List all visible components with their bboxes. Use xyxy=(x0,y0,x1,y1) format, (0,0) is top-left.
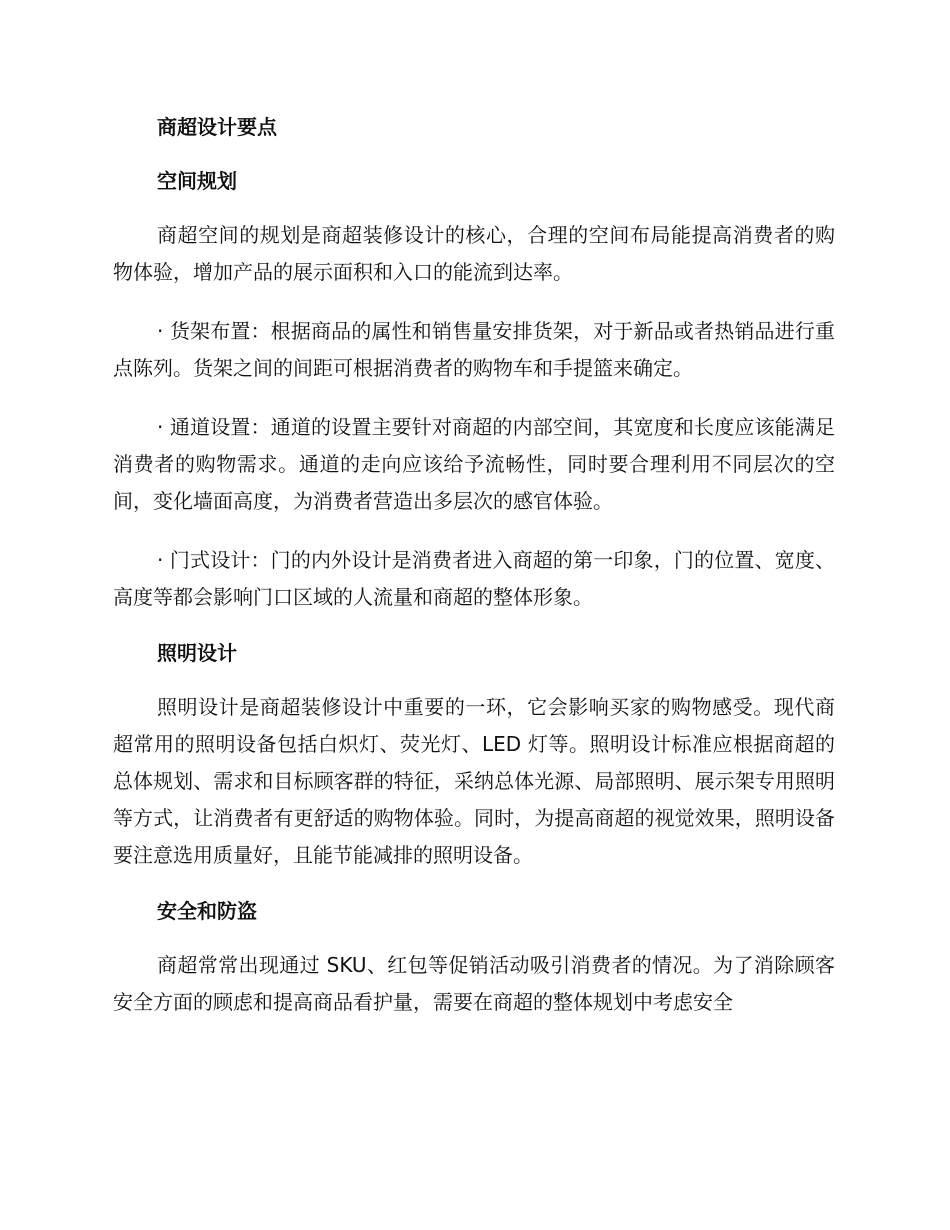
bullet-paragraph-doors: · 门式设计：门的内外设计是消费者进入商超的第一印象，门的位置、宽度、高度等都会影响门口区域的人流量和商超的整体形象。 xyxy=(113,548,835,609)
section-heading-lighting: 照明设计 xyxy=(157,641,237,665)
bullet-paragraph-shelves: · 货架布置：根据商品的属性和销售量安排货架，对于新品或者热销品进行重点陈列。货架之间的间距可根据消费者的购物车和手提篮来确定。 xyxy=(113,319,835,380)
section-heading-space-planning: 空间规划 xyxy=(157,169,237,193)
bullet-paragraph-aisles: · 通道设置：通道的设置主要针对商超的内部空间，其宽度和长度应该能满足消费者的购物需求。通道的走向应该给予流畅性，同时要合理利用不同层次的空间，变化墙面高度，为消费者营造出多层次的感官体验。 xyxy=(113,415,835,513)
paragraph: 照明设计是商超装修设计中重要的一环，它会影响买家的购物感受。现代商超常用的照明设备包括白炽灯、荧光灯、LED 灯等。照明设计标准应根据商超的总体规划、需求和目标顾客群的特征，采纳总体光源、局部照明、展示架专用照明等方式，让消费者有更舒适的购物体验。同时，为提高商超的视觉效果，照明设备要注意选用质量好，且能节能减排的照明设备。 xyxy=(113,695,835,867)
paragraph: 商超空间的规划是商超装修设计的核心，合理的空间布局能提高消费者的购物体验，增加产品的展示面积和入口的能流到达率。 xyxy=(113,223,835,284)
section-heading-security: 安全和防盗 xyxy=(157,899,257,923)
document-page xyxy=(113,112,835,1021)
paragraph: 商超常常出现通过 SKU、红包等促销活动吸引消费者的情况。为了消除顾客安全方面的顾虑和提高商品看护量，需要在商超的整体规划中考虑安全 xyxy=(113,953,835,1014)
document-title: 商超设计要点 xyxy=(157,115,277,139)
